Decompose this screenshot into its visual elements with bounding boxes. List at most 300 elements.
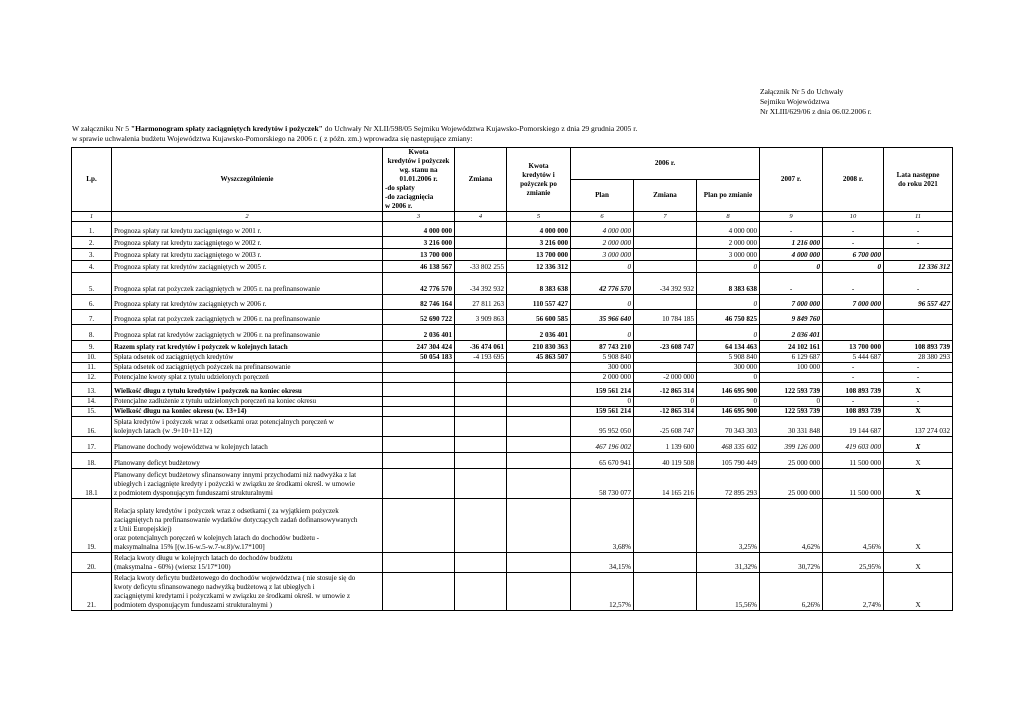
cell-description <box>112 341 383 353</box>
cell-2008: 25,95% <box>823 553 884 573</box>
cell-plan-after-2006: 4 000 000 <box>697 222 760 237</box>
cell-lp: 10. <box>72 353 112 363</box>
cell-2007: 1 216 000 <box>760 237 823 249</box>
description-line: Potencjalne zadłużenie z tytułu udzielonych poręczeń na koniec okresu <box>114 397 317 405</box>
cell-change <box>455 383 507 397</box>
cell-change-2006: -23 608 747 <box>634 341 697 353</box>
cell-later-years: - <box>884 273 953 295</box>
cell-later-years: - <box>884 222 953 237</box>
cell-2007: - <box>760 273 823 295</box>
cell-description <box>112 273 383 295</box>
cell-plan-2006: 0 <box>571 397 634 407</box>
description-line: zaciągniętych na prefinansowanie wydatków dotyczących zadań dofinansowywanych <box>114 516 358 524</box>
cell-initial-amount <box>383 417 455 437</box>
column-number: 5 <box>507 212 571 222</box>
description-line: ubiegłych i zaciągnięte kredyty i pożyczki w związku ze środkami określ. w umowie <box>114 480 355 488</box>
cell-plan-after-2006: 2 000 000 <box>697 237 760 249</box>
cell-later-years: - <box>884 237 953 249</box>
cell-lp: 4. <box>72 261 112 273</box>
cell-plan-after-2006: 31,32% <box>697 553 760 573</box>
cell-initial-amount <box>383 573 455 611</box>
description-line: Potencjalne kwoty spłat z tytułu udzielonych poręczeń <box>114 373 269 381</box>
cell-description <box>112 222 383 237</box>
column-number: 11 <box>884 212 953 222</box>
cell-2008 <box>823 325 884 341</box>
description-line: Prognoza splat rat kredytów zaciągniętych w 2006 r. na prefinansowanie <box>114 331 321 339</box>
cell-change-2006: 40 119 508 <box>634 453 697 469</box>
table-row <box>72 417 953 437</box>
cell-plan-2006: 5 908 840 <box>571 353 634 363</box>
table-row <box>72 397 953 407</box>
description-line: zaciągniętymi kredytami i pożyczkami w związku ze środkami określ. w umowie z <box>114 592 350 600</box>
table-row <box>72 325 953 341</box>
cell-change: 3 909 863 <box>455 310 507 325</box>
cell-plan-2006: 34,15% <box>571 553 634 573</box>
cell-2008: 13 700 000 <box>823 341 884 353</box>
cell-2008 <box>823 310 884 325</box>
header-plan-after-change: Plan po zmianie <box>697 180 760 212</box>
cell-initial-amount: 82 746 164 <box>383 295 455 310</box>
header-amount-after-line: pożyczek po <box>520 179 557 188</box>
cell-plan-after-2006: 64 134 463 <box>697 341 760 353</box>
cell-amount-after <box>507 553 571 573</box>
cell-plan-after-2006: 0 <box>697 325 760 341</box>
cell-change-2006 <box>634 363 697 373</box>
cell-plan-2006: 159 561 214 <box>571 383 634 397</box>
cell-later-years <box>884 325 953 341</box>
description-line: Prognoza splat rat pożyczek zaciągniętych w 2006 r. na prefinansowanie <box>114 315 321 323</box>
cell-2008: 11 500 000 <box>823 453 884 469</box>
cell-plan-2006: 2 000 000 <box>571 237 634 249</box>
cell-plan-after-2006: 146 695 900 <box>697 383 760 397</box>
column-number: 10 <box>823 212 884 222</box>
cell-change <box>455 373 507 383</box>
cell-description <box>112 499 383 553</box>
cell-2007: 2 036 401 <box>760 325 823 341</box>
header-later-line: do roku 2021 <box>898 179 938 188</box>
cell-2007: 7 000 000 <box>760 295 823 310</box>
header-year-2006: 2006 r. <box>571 148 760 180</box>
cell-2008: 0 <box>823 261 884 273</box>
column-number: 3 <box>383 212 455 222</box>
cell-later-years: X <box>884 499 953 553</box>
cell-later-years <box>884 249 953 261</box>
header-initial-amount-line: 01.01.2006 r. <box>399 175 438 183</box>
cell-amount-after: 12 336 312 <box>507 261 571 273</box>
cell-2007: 25 000 000 <box>760 453 823 469</box>
cell-plan-2006: 0 <box>571 261 634 273</box>
cell-later-years: X <box>884 407 953 417</box>
cell-initial-amount: 247 304 424 <box>383 341 455 353</box>
annex-line-3: Nr XLIII/629/06 z dnia 06.02.2006 r. <box>760 107 872 116</box>
cell-2008: 6 700 000 <box>823 249 884 261</box>
cell-plan-after-2006: 468 335 602 <box>697 437 760 453</box>
cell-change-2006: -12 865 314 <box>634 383 697 397</box>
description-line: oraz potencjalnych poręczeń w kolejnych latach do dochodów budżetu - <box>114 534 320 542</box>
cell-lp: 16. <box>72 417 112 437</box>
cell-plan-after-2006: 5 908 840 <box>697 353 760 363</box>
column-number: 8 <box>697 212 760 222</box>
cell-plan-2006: 0 <box>571 325 634 341</box>
cell-plan-2006: 42 776 570 <box>571 273 634 295</box>
cell-change <box>455 499 507 553</box>
cell-plan-2006: 35 966 640 <box>571 310 634 325</box>
description-line: z Unii Europejskiej) <box>114 525 172 533</box>
description-line: kolejnych latach (w .9+10+11+12) <box>114 427 213 435</box>
annex-line-1: Załącznik Nr 5 do Uchwały <box>760 87 844 96</box>
cell-lp: 5. <box>72 273 112 295</box>
description-line: Prognoza spłaty rat kredytów zaciągniętych w 2006 r. <box>114 300 267 308</box>
cell-change: -33 802 255 <box>455 261 507 273</box>
cell-later-years: X <box>884 453 953 469</box>
cell-2007: 6,26% <box>760 573 823 611</box>
cell-lp: 13. <box>72 383 112 397</box>
cell-2007: 0 <box>760 261 823 273</box>
cell-plan-2006: 4 000 000 <box>571 222 634 237</box>
cell-plan-2006: 2 000 000 <box>571 373 634 383</box>
description-line: z podmiotem dysponującym funduszami strukturalnymi <box>114 489 273 497</box>
cell-2007: 100 000 <box>760 363 823 373</box>
cell-later-years: 12 336 312 <box>884 261 953 273</box>
header-amount-after-line: Kwota <box>528 161 549 170</box>
cell-change-2006: 10 784 185 <box>634 310 697 325</box>
header-initial-amount-line: Kwota <box>408 148 429 156</box>
cell-amount-after <box>507 437 571 453</box>
cell-change-2006 <box>634 295 697 310</box>
cell-later-years: X <box>884 437 953 453</box>
cell-2007: 399 126 000 <box>760 437 823 453</box>
cell-description <box>112 397 383 407</box>
cell-amount-after <box>507 397 571 407</box>
cell-change: -36 474 061 <box>455 341 507 353</box>
cell-amount-after <box>507 373 571 383</box>
header-later-years <box>884 148 953 212</box>
cell-lp: 11. <box>72 363 112 373</box>
cell-2008: - <box>823 273 884 295</box>
cell-2008: - <box>823 397 884 407</box>
header-year-2008: 2008 r. <box>823 148 884 212</box>
column-number: 4 <box>455 212 507 222</box>
table-row <box>72 237 953 249</box>
cell-2008: - <box>823 237 884 249</box>
cell-2007: 122 593 739 <box>760 407 823 417</box>
cell-later-years: 96 557 427 <box>884 295 953 310</box>
cell-description <box>112 469 383 499</box>
description-line: Prognoza spłaty rat kredytu zaciągniętego w 2001 r. <box>114 227 262 235</box>
cell-initial-amount: 2 036 401 <box>383 325 455 341</box>
cell-plan-2006: 3,68% <box>571 499 634 553</box>
cell-change <box>455 325 507 341</box>
description-line: (maksymalna - 60%) (wiersz 15/17*100) <box>114 563 231 571</box>
cell-plan-2006: 58 730 077 <box>571 469 634 499</box>
cell-plan-after-2006: 0 <box>697 373 760 383</box>
header-initial-amount-line: w 2006 r. <box>385 202 413 210</box>
cell-later-years: 137 274 032 <box>884 417 953 437</box>
header-amount-after-line: kredytów i <box>522 170 555 179</box>
description-line: Relacja kwoty deficytu budżetowego do dochodów województwa ( nie stosuje się do <box>114 574 356 582</box>
cell-amount-after <box>507 417 571 437</box>
column-number-row <box>72 212 953 222</box>
cell-change <box>455 553 507 573</box>
description-line: Spłata odsetek od zaciągniętych kredytów <box>114 353 234 361</box>
cell-change-2006 <box>634 499 697 553</box>
cell-change-2006: 1 139 600 <box>634 437 697 453</box>
cell-amount-after: 110 557 427 <box>507 295 571 310</box>
cell-2007: - <box>760 222 823 237</box>
cell-amount-after: 3 216 000 <box>507 237 571 249</box>
cell-initial-amount <box>383 453 455 469</box>
description-line: Spłata odsetek od zaciągniętych pożyczek na prefinansowanie <box>114 363 291 371</box>
header-initial-amount-line: kredytów i pożyczek <box>387 157 450 165</box>
cell-change-2006: -34 392 932 <box>634 273 697 295</box>
cell-later-years: X <box>884 553 953 573</box>
intro-text <box>72 124 637 144</box>
cell-initial-amount: 42 776 570 <box>383 273 455 295</box>
cell-amount-after <box>507 453 571 469</box>
header-year-2007: 2007 r. <box>760 148 823 212</box>
cell-change-2006 <box>634 353 697 363</box>
cell-amount-after <box>507 469 571 499</box>
cell-amount-after <box>507 363 571 373</box>
cell-2007: 4 000 000 <box>760 249 823 261</box>
cell-plan-2006: 300 000 <box>571 363 634 373</box>
cell-plan-after-2006: 0 <box>697 397 760 407</box>
cell-plan-after-2006: 70 343 303 <box>697 417 760 437</box>
description-line: Relacja kwoty długu w kolejnych latach do dochodów budżetu <box>114 554 293 562</box>
cell-amount-after <box>507 383 571 397</box>
cell-initial-amount <box>383 373 455 383</box>
description-line: Wielkość długu z tytułu kredytów i pożyczek na koniec okresu <box>114 387 302 395</box>
cell-plan-after-2006: 3 000 000 <box>697 249 760 261</box>
cell-initial-amount: 4 000 000 <box>383 222 455 237</box>
cell-2008: 5 444 687 <box>823 353 884 363</box>
header-amount-after-change <box>507 148 571 212</box>
description-line: Prognoza spłaty rat kredytu zaciągniętego w 2002 r. <box>114 239 262 247</box>
cell-lp: 18. <box>72 453 112 469</box>
cell-change-2006 <box>634 237 697 249</box>
cell-initial-amount <box>383 363 455 373</box>
cell-plan-after-2006: 300 000 <box>697 363 760 373</box>
cell-description <box>112 295 383 310</box>
cell-change-2006 <box>634 325 697 341</box>
cell-later-years: X <box>884 383 953 397</box>
cell-lp: 8. <box>72 325 112 341</box>
description-line: Planowane dochody województwa w kolejnych latach <box>114 443 268 451</box>
header-initial-amount-line: wg. stanu na <box>399 166 438 174</box>
cell-change <box>455 417 507 437</box>
cell-plan-2006: 65 670 941 <box>571 453 634 469</box>
description-line: Prognoza spłaty rat kredytu zaciągniętego w 2003 r. <box>114 251 262 259</box>
cell-lp: 20. <box>72 553 112 573</box>
description-line: Prognoza spłaty rat kredytów zaciągniętych w 2005 r. <box>114 263 267 271</box>
cell-change-2006: -2 000 000 <box>634 373 697 383</box>
cell-initial-amount <box>383 499 455 553</box>
cell-2007: 30,72% <box>760 553 823 573</box>
cell-change <box>455 249 507 261</box>
table-row <box>72 553 953 573</box>
cell-change <box>455 437 507 453</box>
cell-2008: 11 500 000 <box>823 469 884 499</box>
table-row <box>72 261 953 273</box>
cell-initial-amount: 52 690 722 <box>383 310 455 325</box>
cell-change-2006: 14 165 216 <box>634 469 697 499</box>
column-number: 2 <box>112 212 383 222</box>
table-row <box>72 437 953 453</box>
cell-initial-amount <box>383 407 455 417</box>
table-row <box>72 453 953 469</box>
description-line: Wielkość długu na koniec okresu (w. 13+14) <box>114 407 247 415</box>
cell-amount-after: 2 036 401 <box>507 325 571 341</box>
cell-change-2006: 0 <box>634 397 697 407</box>
cell-change-2006 <box>634 553 697 573</box>
cell-plan-after-2006: 8 383 638 <box>697 273 760 295</box>
cell-plan-2006: 95 952 050 <box>571 417 634 437</box>
column-number: 6 <box>571 212 634 222</box>
cell-2008: - <box>823 363 884 373</box>
description-line: Razem splaty rat kredytów i pożyczek w kolejnych latach <box>114 343 288 351</box>
cell-change-2006: -25 608 747 <box>634 417 697 437</box>
cell-change-2006 <box>634 249 697 261</box>
cell-amount-after <box>507 407 571 417</box>
cell-description <box>112 249 383 261</box>
header-change-2006: Zmiana <box>634 180 697 212</box>
cell-2007: 9 849 760 <box>760 310 823 325</box>
cell-lp: 9. <box>72 341 112 353</box>
cell-2008: 419 603 000 <box>823 437 884 453</box>
cell-description <box>112 237 383 249</box>
cell-plan-after-2006: 3,25% <box>697 499 760 553</box>
table-row <box>72 295 953 310</box>
cell-plan-after-2006: 146 695 900 <box>697 407 760 417</box>
header-lp: Lp. <box>72 148 112 212</box>
cell-initial-amount: 13 700 000 <box>383 249 455 261</box>
cell-description <box>112 417 383 437</box>
cell-plan-after-2006: 72 895 293 <box>697 469 760 499</box>
cell-2008: 7 000 000 <box>823 295 884 310</box>
cell-lp: 18.1 <box>72 469 112 499</box>
cell-change-2006: -12 865 314 <box>634 407 697 417</box>
description-line: podmiotem dysponującym funduszami strukturalnymi ) <box>114 601 273 609</box>
cell-change <box>455 222 507 237</box>
cell-change-2006 <box>634 261 697 273</box>
cell-plan-after-2006: 15,56% <box>697 573 760 611</box>
column-number: 9 <box>760 212 823 222</box>
cell-2008: 108 893 739 <box>823 407 884 417</box>
description-line: Planowany deficyt budżetowy sfinansowany innymi przychodami niż nadwyżka z lat <box>114 471 357 479</box>
header-description: Wyszczególnienie <box>112 148 383 212</box>
cell-initial-amount <box>383 437 455 453</box>
intro-line-2: w sprawie uchwalenia budżetu Województwa Kujawsko-Pomorskiego na 2006 r. ( z późn. zm.) wprowadza się następujące zmiany: <box>72 134 473 143</box>
cell-plan-2006: 159 561 214 <box>571 407 634 417</box>
cell-lp: 15. <box>72 407 112 417</box>
cell-description <box>112 353 383 363</box>
cell-2007: 122 593 739 <box>760 383 823 397</box>
cell-initial-amount: 46 138 567 <box>383 261 455 273</box>
cell-lp: 12. <box>72 373 112 383</box>
cell-initial-amount <box>383 553 455 573</box>
table-row <box>72 341 953 353</box>
cell-later-years: 108 893 739 <box>884 341 953 353</box>
header-initial-amount-line: -do spłaty <box>385 184 415 192</box>
cell-change <box>455 469 507 499</box>
annex-line-2: Sejmiku Województwa <box>760 97 830 106</box>
annex-note <box>760 87 872 117</box>
cell-amount-after: 45 863 507 <box>507 353 571 363</box>
cell-change-2006 <box>634 222 697 237</box>
table-row <box>72 222 953 237</box>
cell-plan-after-2006: 105 790 449 <box>697 453 760 469</box>
description-line: Prognoza splat rat pożyczek zaciągniętych w 2005 r. na prefinansowanie <box>114 285 321 293</box>
column-number: 7 <box>634 212 697 222</box>
cell-2008: 2,74% <box>823 573 884 611</box>
cell-2007: 4,62% <box>760 499 823 553</box>
header-change: Zmiana <box>455 148 507 212</box>
cell-lp: 1. <box>72 222 112 237</box>
cell-lp: 19. <box>72 499 112 553</box>
cell-later-years: - <box>884 363 953 373</box>
cell-change: -4 193 695 <box>455 353 507 363</box>
cell-initial-amount: 3 216 000 <box>383 237 455 249</box>
cell-plan-after-2006: 0 <box>697 295 760 310</box>
cell-later-years: X <box>884 573 953 611</box>
cell-later-years <box>884 310 953 325</box>
cell-later-years: - <box>884 397 953 407</box>
cell-change-2006 <box>634 573 697 611</box>
cell-description <box>112 261 383 273</box>
description-line: maksymalnalna 15% [(w.16-w.5-w.7-w.8)/w.17*100] <box>114 543 265 551</box>
cell-lp: 7. <box>72 310 112 325</box>
cell-plan-2006: 467 196 002 <box>571 437 634 453</box>
cell-change <box>455 573 507 611</box>
cell-2008: 108 893 739 <box>823 383 884 397</box>
cell-plan-2006: 0 <box>571 295 634 310</box>
cell-description <box>112 573 383 611</box>
cell-2008: 4,56% <box>823 499 884 553</box>
cell-lp: 3. <box>72 249 112 261</box>
cell-lp: 21. <box>72 573 112 611</box>
table-row <box>72 353 953 363</box>
cell-description <box>112 373 383 383</box>
description-line: Planowany deficyt budżetowy <box>114 459 200 467</box>
cell-description <box>112 363 383 373</box>
cell-change <box>455 363 507 373</box>
cell-2008: 19 144 687 <box>823 417 884 437</box>
cell-amount-after: 13 700 000 <box>507 249 571 261</box>
header-later-line: Lata następne <box>896 170 940 179</box>
description-line: Relacja spłaty kredytów i pożyczek wraz z odsetkami ( za wyjątkiem pożyczek <box>114 507 339 515</box>
cell-change <box>455 237 507 249</box>
table-row <box>72 573 953 611</box>
cell-plan-2006: 3 000 000 <box>571 249 634 261</box>
header-initial-amount <box>383 148 455 212</box>
cell-change <box>455 397 507 407</box>
cell-description <box>112 553 383 573</box>
table-row <box>72 407 953 417</box>
cell-lp: 2. <box>72 237 112 249</box>
description-line: Spłata kredytów i pożyczek wraz z odsetkami oraz potencjalnych poręczeń w <box>114 418 334 426</box>
table-row <box>72 249 953 261</box>
header-plan: Plan <box>571 180 634 212</box>
cell-initial-amount <box>383 397 455 407</box>
cell-amount-after: 56 600 585 <box>507 310 571 325</box>
table-row <box>72 273 953 295</box>
cell-initial-amount: 50 054 183 <box>383 353 455 363</box>
cell-later-years: - <box>884 373 953 383</box>
cell-amount-after <box>507 573 571 611</box>
cell-amount-after: 210 830 363 <box>507 341 571 353</box>
header-initial-amount-line: -do zaciągnięcia <box>385 193 434 201</box>
cell-lp: 14. <box>72 397 112 407</box>
